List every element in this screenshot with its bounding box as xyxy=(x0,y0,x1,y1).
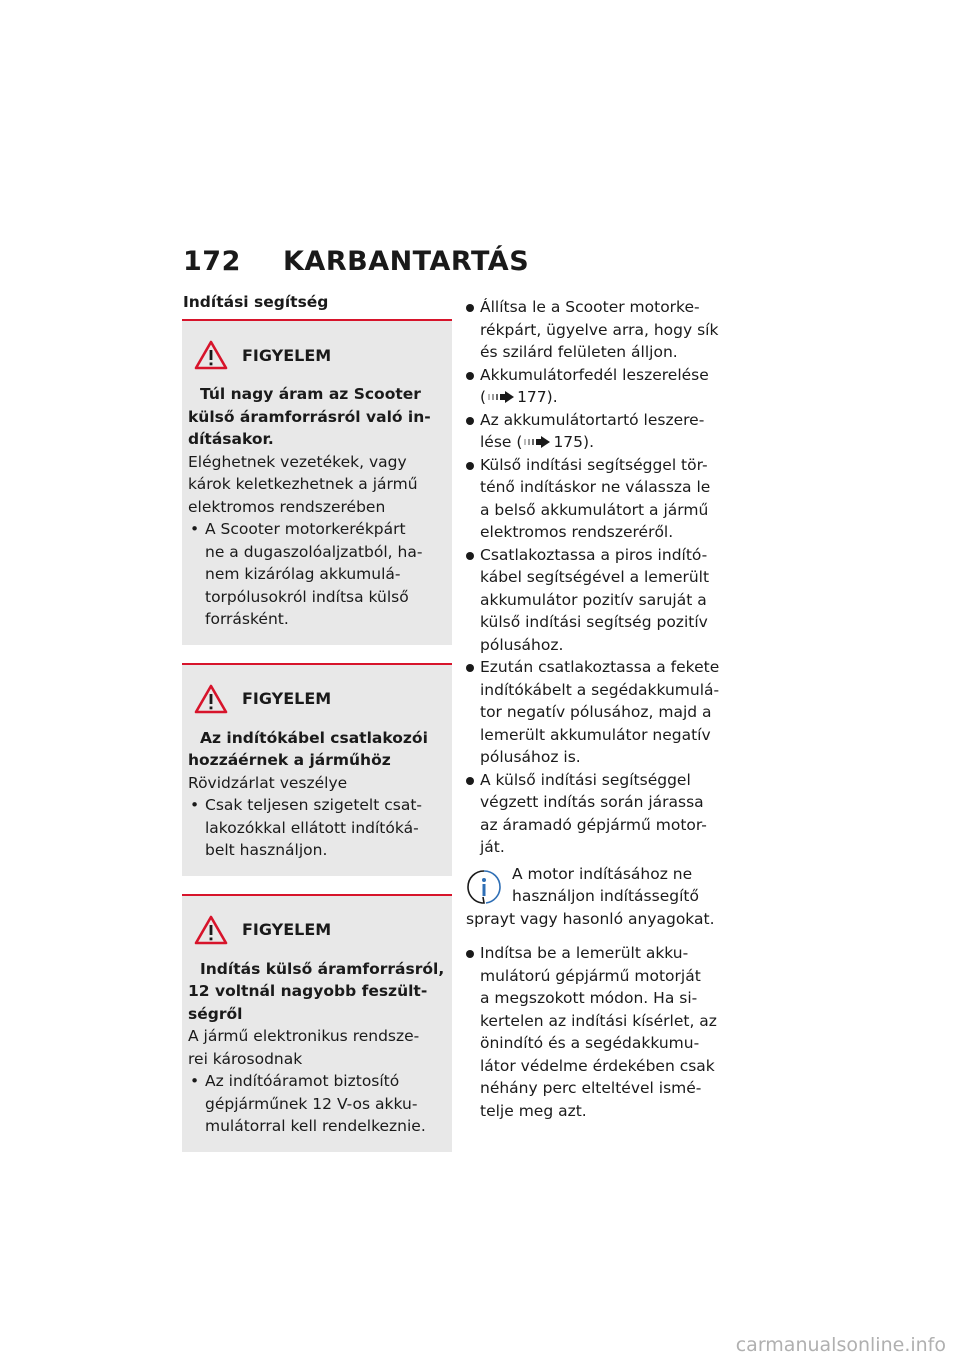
step-line: akkumulátor pozitív saruját a xyxy=(480,590,707,609)
step-line: telje meg azt. xyxy=(480,1101,587,1120)
step-line: néhány perc elteltével ismé- xyxy=(480,1079,702,1097)
warning-text-line: Rövidzárlat veszélye xyxy=(188,773,348,792)
page-reference xyxy=(480,386,744,409)
warning-bullet-line: • Az indítóáramot biztosító xyxy=(205,1072,400,1090)
warning-header xyxy=(188,912,446,948)
ref-close: ). xyxy=(546,388,558,406)
step-item xyxy=(466,769,744,859)
warning-header xyxy=(188,337,446,373)
bullet-dot xyxy=(466,950,474,958)
warning-bullet-line: mulátorral kell rendelkeznie. xyxy=(205,1117,426,1135)
warning-bullet xyxy=(188,518,446,631)
bullet-dot xyxy=(466,664,474,672)
warning-box xyxy=(182,894,452,1152)
warning-title-line: dításakor. xyxy=(188,430,274,448)
page-reference-arrow-icon xyxy=(524,436,550,448)
page-number: 172 xyxy=(183,246,241,277)
warning-box xyxy=(182,319,452,645)
step-line: kertelen az indítási kísérlet, az xyxy=(480,1011,717,1030)
step-line: az áramadó gépjármű motor- xyxy=(480,815,707,834)
step-line: Akkumulátorfedél leszerelése xyxy=(480,365,709,384)
step-item xyxy=(466,544,744,657)
step-line: Ezután csatlakoztassa a fekete xyxy=(480,658,720,676)
steps-list xyxy=(466,296,744,1122)
step-line: Az akkumulátortartó leszere- xyxy=(480,410,705,429)
warning-bullet-line: ne a dugaszolóaljzatból, ha- xyxy=(205,542,423,561)
warning-title-line: Az indítókábel csatlakozói xyxy=(200,728,428,747)
right-column xyxy=(466,296,744,1122)
warning-bullet-line: torpólusokról indítsa külső xyxy=(205,587,409,606)
bullet-dot xyxy=(466,372,474,380)
left-column xyxy=(182,292,452,1170)
page-header xyxy=(183,246,529,277)
step-line: a belső akkumulátort a jármű xyxy=(480,500,709,519)
step-line: Indítsa be a lemerült akku- xyxy=(480,944,689,962)
step-line: látor védelme érdekében csak xyxy=(480,1056,715,1075)
bullet-dot xyxy=(466,304,474,312)
warning-text-line: rei károsodnak xyxy=(188,1049,303,1068)
step-line: és szilárd felületen álljon. xyxy=(480,343,678,361)
step-line: rékpárt, ügyelve arra, hogy sík xyxy=(480,320,719,339)
step-item xyxy=(466,454,744,544)
step-line: külső indítási segítség pozitív xyxy=(480,613,708,631)
warning-triangle-icon xyxy=(194,683,228,715)
step-line: A külső indítási segítséggel xyxy=(480,770,691,789)
warning-triangle-icon xyxy=(194,339,228,371)
warning-triangle-icon xyxy=(194,914,228,946)
warning-title-line: Túl nagy áram az Scooter xyxy=(200,385,421,403)
warning-label: FIGYELEM xyxy=(242,920,332,939)
warning-title xyxy=(188,383,446,451)
step-line: Külső indítási segítséggel tör- xyxy=(480,455,708,474)
step-item xyxy=(466,364,744,409)
info-note xyxy=(466,863,744,931)
warning-bullet-line: forrásként. xyxy=(205,610,289,628)
step-line: ténő indításkor ne válassza le xyxy=(480,478,711,496)
step-line: tor negatív pólusához, majd a xyxy=(480,703,712,721)
warning-label: FIGYELEM xyxy=(242,689,332,708)
warning-title-line: Indítás külső áramforrásról, xyxy=(200,959,445,978)
bullet-dot xyxy=(466,417,474,425)
step-line: lemerült akkumulátor negatív xyxy=(480,725,711,744)
ref-page: 175 xyxy=(553,433,584,451)
watermark: carmanualsonline.info xyxy=(735,1334,946,1356)
step-item xyxy=(466,942,744,1122)
section-title: Indítási segítség xyxy=(183,293,329,311)
warning-bullet-line: belt használjon. xyxy=(205,841,328,859)
step-line: pólusához. xyxy=(480,635,564,654)
warning-title-line: 12 voltnál nagyobb feszült- xyxy=(188,982,428,1000)
warning-box xyxy=(182,663,452,876)
warning-bullet xyxy=(188,794,446,862)
step-line: kábel segítségével a lemerült xyxy=(480,568,710,586)
warning-bullet-line: gépjárműnek 12 V-os akku- xyxy=(205,1094,418,1113)
warning-bullet-line: • Csak teljesen szigetelt csat- xyxy=(205,796,423,814)
step-item xyxy=(466,409,744,454)
warning-label: FIGYELEM xyxy=(242,345,332,365)
warning-title xyxy=(188,727,446,772)
warning-bullet-line: nem kizárólag akkumulá- xyxy=(205,565,401,583)
step-line: önindító és a segédakkumu- xyxy=(480,1034,700,1052)
warning-text-line: károk keletkezhetnek a jármű xyxy=(188,475,418,493)
ref-prefix: lése ( xyxy=(480,433,523,451)
page-reference-arrow-icon xyxy=(488,391,514,403)
warning-header xyxy=(188,681,446,717)
warning-title xyxy=(188,958,446,1026)
step-item xyxy=(466,656,744,769)
chapter-title: KARBANTARTÁS xyxy=(283,246,530,277)
step-line: pólusához is. xyxy=(480,748,581,766)
page-reference xyxy=(480,431,744,454)
step-line: mulátorú gépjármű motorját xyxy=(480,966,701,985)
bullet-dot xyxy=(466,777,474,785)
ref-close: ). xyxy=(583,433,595,451)
warning-text-line: Eléghetnek vezetékek, vagy xyxy=(188,452,407,471)
warnings-list xyxy=(182,319,452,1152)
warning-text-line: elektromos rendszerében xyxy=(188,497,386,516)
step-line: Állítsa le a Scooter motorke- xyxy=(480,298,700,316)
warning-text-line: A jármű elektronikus rendsze- xyxy=(188,1027,420,1045)
step-item xyxy=(466,296,744,364)
step-line: elektromos rendszeréről. xyxy=(480,523,674,541)
ref-open: ( xyxy=(480,388,487,406)
warning-bullet xyxy=(188,1070,446,1138)
bullet-dot xyxy=(466,462,474,470)
warning-bullet-line: • A Scooter motorkerékpárt xyxy=(205,520,406,538)
warning-bullet-line: lakozókkal ellátott indítóká- xyxy=(205,818,419,837)
step-line: ját. xyxy=(480,838,505,856)
info-icon xyxy=(466,869,502,905)
step-line: végzett indítás során járassa xyxy=(480,793,704,811)
bullet-dot xyxy=(466,552,474,560)
warning-title-line: hozzáérnek a járműhöz xyxy=(188,751,391,769)
warning-title-line: ségről xyxy=(188,1004,243,1023)
note-line: A motor indításához ne xyxy=(512,864,693,883)
note-line: sprayt vagy hasonló anyagokat. xyxy=(466,909,715,928)
step-line: indítókábelt a segédakkumulá- xyxy=(480,680,720,699)
step-line: Csatlakoztassa a piros indító- xyxy=(480,545,708,564)
note-line: használjon indítássegítő xyxy=(512,887,699,905)
ref-page: 177 xyxy=(517,388,547,406)
step-line: a megszokott módon. Ha si- xyxy=(480,989,698,1007)
warning-title-line: külső áramforrásról való in- xyxy=(188,407,431,426)
